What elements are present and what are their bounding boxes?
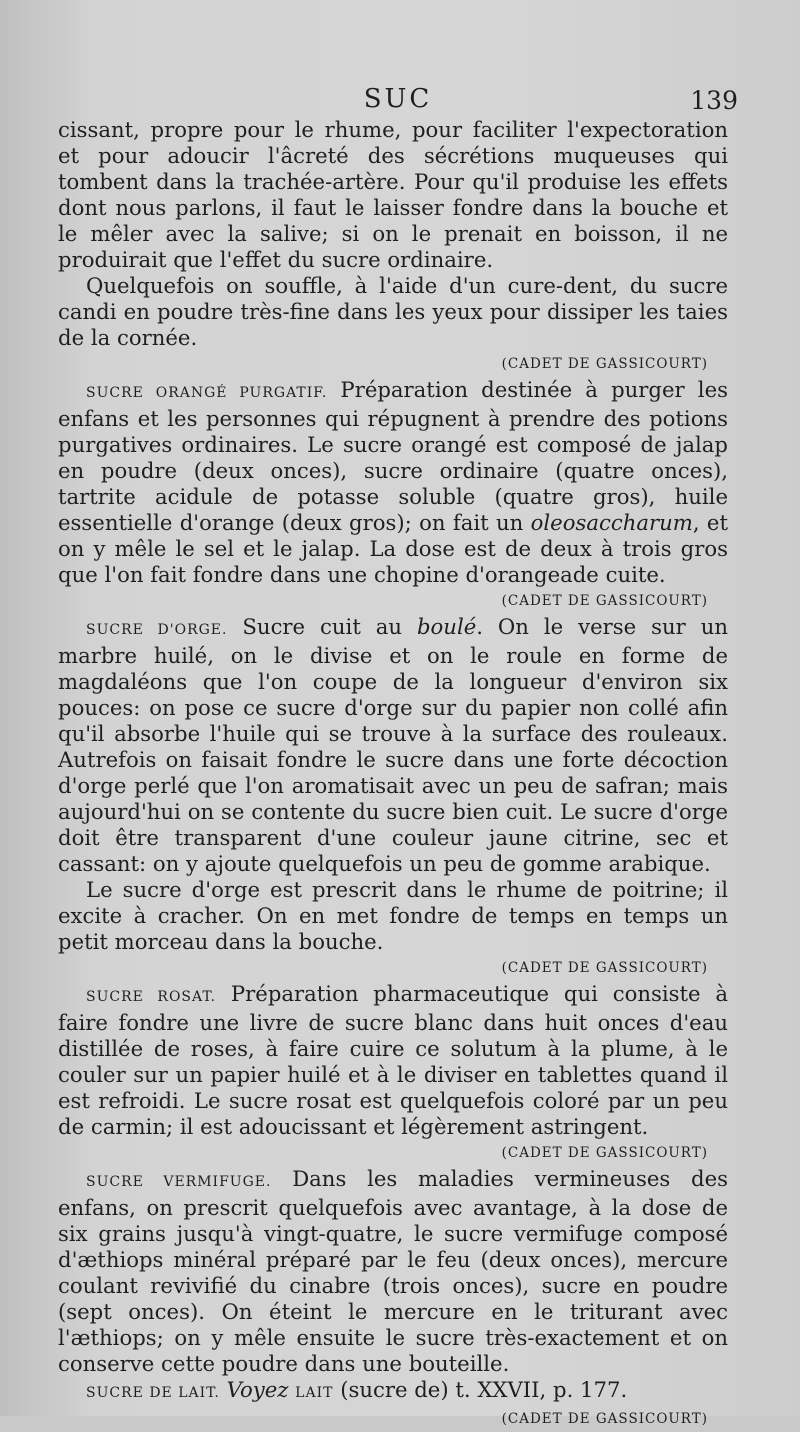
entry-sucre-orange-purgatif [58,377,728,614]
entry-italic: boulé [416,614,477,639]
entry-text: Sucre cuit au [227,614,417,639]
citation: (CADET DE GASSICOURT) [501,1145,708,1161]
citation: (CADET DE GASSICOURT) [501,960,708,976]
entry-term: SUCRE ORANGÉ PURGATIF. [86,385,328,401]
entry-text: Préparation pharmaceutique qui consiste à faire fondre une livre de sucre blanc dans huit onces d'eau distillée de roses, à faire cuire ce solutum à la plume, à le couler sur un papier huilé et à le diviser en tablettes quand il est refroidi. Le sucre rosat est quelquefois coloré par un peu de carmin; il est adoucissant et légèrement astringent. [58,981,729,1139]
paragraph-sucre-d-orge-usage [58,877,728,981]
entry-sucre-d-orge [58,614,728,877]
paragraph-sucre-candi [58,273,728,377]
entry-term: SUCRE DE LAIT. [86,1385,220,1401]
citation: (CADET DE GASSICOURT) [501,1411,708,1427]
entry-italic: oleosaccharum [530,510,693,535]
entry-text: Préparation destinée à purger les enfans et les personnes qui répugnent à prendre des potions purgatives ordinaires. Le sucre orangé est composé de jalap en poudre (deux onces), sucre ordinaire (quatre onces), tartrite acidule de potasse soluble (quatre gros), huile essentielle d'orange (deux gros); on fait un [58,377,728,535]
cross-ref-term: LAIT [295,1385,334,1401]
citation: (CADET DE GASSICOURT) [501,593,708,609]
entry-text: (sucre de) t. XXVII, p. 177. [333,1377,628,1402]
entry-sucre-vermifuge [58,1166,728,1377]
entry-term: SUCRE ROSAT. [86,989,217,1005]
paragraph-text: Le sucre d'orge est prescrit dans le rhume de poitrine; il excite à cracher. On en met fondre de temps en temps un petit morceau dans la bouche. [58,877,728,954]
paragraph-continuation [58,117,728,273]
entry-term: SUCRE VERMIFUGE. [86,1174,272,1190]
entry-term: SUCRE D'ORGE. [86,622,228,638]
entry-text: . On le verse sur un marbre huilé, on le divise et on le roule en forme de magdaléons que l'on coupe de la longueur d'environ six pouces: on pose ce sucre d'orge sur du papier non collé afin qu'il absorbe l'huile qui se trouve à la surface des rouleaux. Autrefois on faisait fondre le sucre dans une forte décoction d'orge perlé que l'on aromatisait avec un peu de safran; mais aujourd'hui on se contente du sucre bien cuit. Le sucre d'orge doit être transparent d'une couleur jaune citrine, sec et cassant: on y ajoute quelquefois un peu de gomme arabique. [58,614,728,876]
citation: (CADET DE GASSICOURT) [501,356,708,372]
running-head: SUC [363,84,433,114]
entry-text: , et on y mêle le sel et le jalap. La dose est de deux à trois gros que l'on fait fondre dans une chopine d'orangeade cuite. [58,510,728,587]
paragraph-text: cissant, propre pour le rhume, pour faciliter l'expectoration et pour adoucir l'âcreté des sécrétions muqueuses qui tombent dans la trachée-artère. Pour qu'il produise les effets dont nous parlons, il faut le laisser fondre dans la bouche et le mêler avec la salive; si on le prenait en boisson, il ne produirait que l'effet du sucre ordinaire. [58,117,728,272]
entry-sucre-rosat [58,981,728,1166]
entry-text: Dans les maladies vermineuses des enfans, on prescrit quelquefois avec avantage, à la dose de six grains jusqu'à vingt-quatre, le sucre vermifuge composé d'æthiops minéral préparé par le feu (deux onces), mercure coulant revivifié du cinabre (trois onces), sucre en poudre (sept onces). On éteint le mercure en le triturant avec l'æthiops; on y mêle ensuite le sucre très-exactement et on conserve cette poudre dans une bouteille. [58,1166,728,1376]
entry-sucre-de-lait [58,1377,728,1432]
page-number: 139 [690,86,738,115]
page-body [58,117,728,1432]
entry-italic: Voyez [226,1377,289,1402]
paragraph-text: Quelquefois on souffle, à l'aide d'un cure-dent, du sucre candi en poudre très-fine dans les yeux pour dissiper les taies de la cornée. [58,273,728,350]
